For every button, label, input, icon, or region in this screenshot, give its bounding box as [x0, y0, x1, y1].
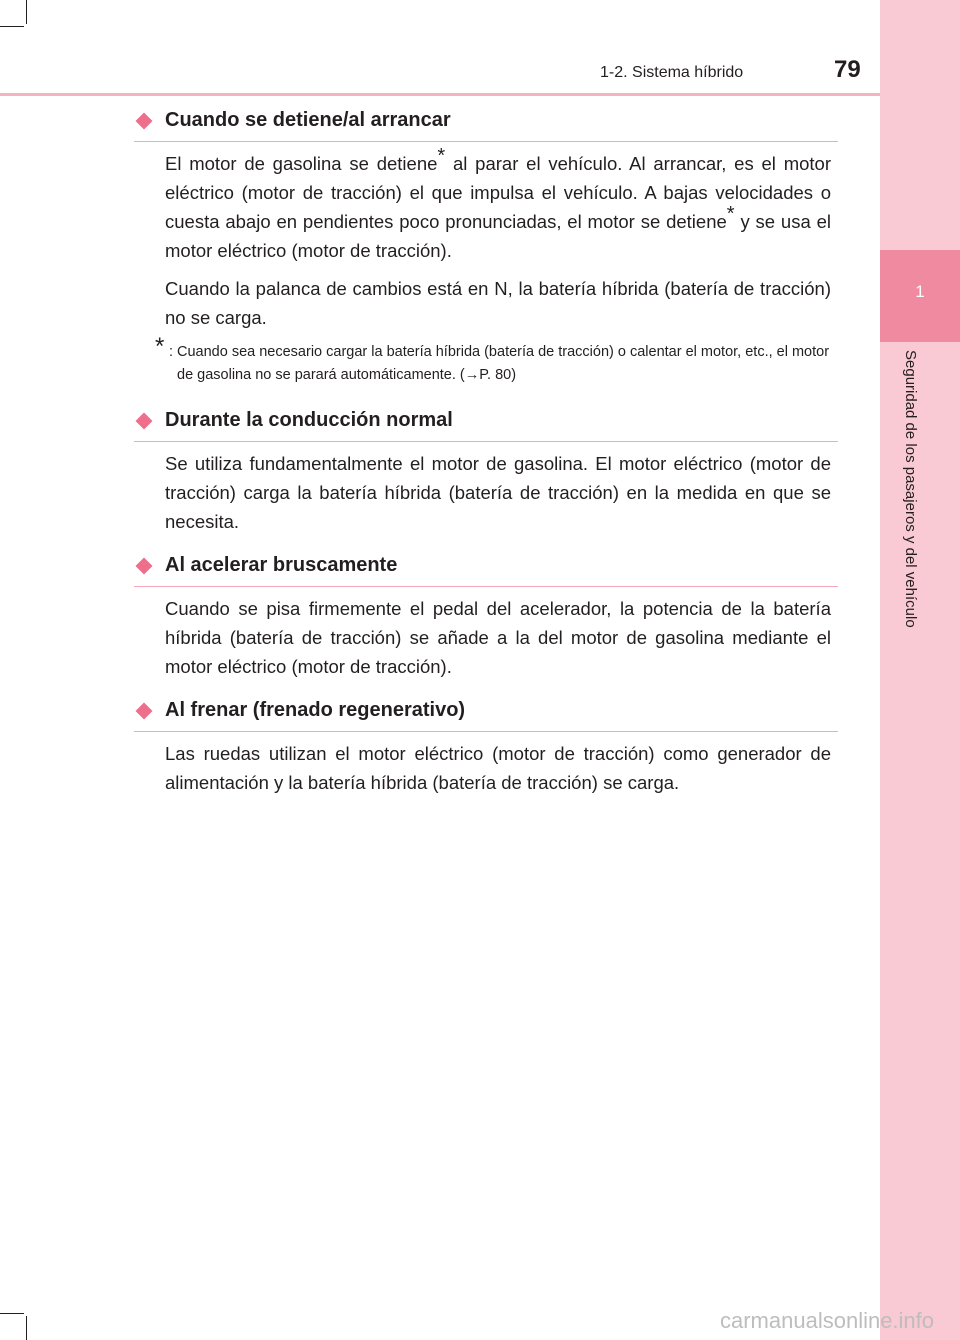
- crop-mark: [0, 1313, 24, 1314]
- section-title: Durante la conducción normal: [165, 409, 453, 431]
- paragraph: Cuando se pisa firmemente el pedal del acelerador, la potencia de la batería híbrida (batería de tracción) se añade a la del motor de gasolina mediante el motor eléctrico (motor de tracción).: [165, 598, 831, 677]
- paragraph: Se utiliza fundamentalmente el motor de gasolina. El motor eléctrico (motor de tracción) carga la batería híbrida (batería de tracción) en la medida en que se necesita.: [165, 453, 831, 532]
- section-title: Al acelerar bruscamente: [165, 554, 398, 576]
- paragraph: Cuando la palanca de cambios está en N, la batería híbrida (batería de tracción) no se carga.: [165, 278, 831, 328]
- chapter-title: Seguridad de los pasajeros y del vehículo: [902, 350, 919, 628]
- footnote-star: *: [155, 333, 165, 360]
- header-divider: [0, 93, 880, 96]
- footnote-marker: *: [726, 202, 735, 225]
- section-divider: [134, 141, 838, 142]
- section-divider: [134, 586, 838, 587]
- paragraph: El motor de gasolina se detiene* al parar el vehículo. Al arrancar, es el motor eléctrico (motor de tracción) el que impulsa el vehículo. A bajas velocidades o cuesta abajo en pendientes poco pronunciadas, el motor se detiene* y se usa el motor eléctrico (motor de tracción).: [165, 144, 832, 261]
- chapter-number: 1: [915, 282, 925, 301]
- section-divider: [134, 731, 838, 732]
- crop-mark: [0, 26, 24, 27]
- footnote-marker: *: [437, 144, 446, 167]
- diamond-bullet-icon: [136, 703, 153, 720]
- crop-mark: [26, 1316, 27, 1340]
- section-divider: [134, 441, 838, 442]
- diamond-bullet-icon: [136, 558, 153, 575]
- side-band: [880, 0, 960, 1340]
- diamond-bullet-icon: [136, 113, 153, 130]
- crop-mark: [26, 0, 27, 24]
- diamond-bullet-icon: [136, 413, 153, 430]
- section-header: 1-2. Sistema híbrido: [600, 64, 744, 81]
- section-title: Al frenar (frenado regenerativo): [165, 699, 466, 721]
- footnote-text: Cuando sea necesario cargar la batería híbrida (batería de tracción) o calentar el motor, etc., el motor de gasolina no se parará automáticamente. (→P. 80): [177, 344, 830, 383]
- paragraph: Las ruedas utilizan el motor eléctrico (motor de tracción) como generador de alimentación y la batería híbrida (batería de tracción) se carga.: [165, 743, 831, 793]
- page-number: 79: [834, 56, 861, 83]
- watermark: carmanualsonline.info: [720, 1308, 935, 1333]
- section-title: Cuando se detiene/al arrancar: [165, 109, 451, 131]
